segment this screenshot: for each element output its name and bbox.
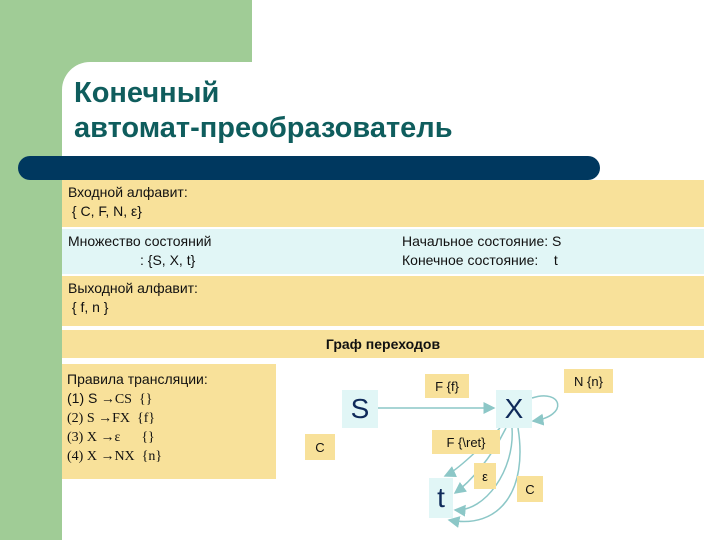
rule-item [67, 428, 271, 447]
output-alphabet-label: Выходной алфавит: [68, 280, 198, 296]
rule-item [67, 389, 271, 409]
rule-rhs: →CS {} [97, 392, 153, 407]
rule-item [67, 409, 271, 428]
states-value: : {S, X, t} [140, 252, 196, 268]
label-f-ret: F {\ret} [432, 430, 500, 454]
rule-lhs: (4) X [67, 449, 97, 464]
output-alphabet-value: { f, n } [68, 299, 109, 315]
label-epsilon: ε [474, 463, 496, 489]
input-alphabet-label: Входной алфавит: [68, 184, 188, 200]
label-c-left: C [305, 434, 335, 460]
slide-title [74, 76, 453, 146]
states-label: Множество состояний [68, 233, 212, 249]
title-line-2: автомат-преобразователь [74, 112, 453, 144]
label-f-f: F {f} [425, 374, 469, 398]
state-x-node: X [496, 390, 532, 428]
rule-lhs: (1) S [67, 390, 98, 406]
rule-item [67, 447, 271, 466]
label-n-n: N {n} [564, 369, 613, 393]
rule-rhs: →FX {f} [94, 411, 156, 426]
start-final-states [402, 232, 561, 270]
input-alphabet-row [62, 180, 704, 227]
rules-heading: Правила трансляции: [67, 371, 208, 387]
rule-lhs: (3) X [67, 430, 97, 445]
output-alphabet-row [62, 276, 704, 326]
label-c-right: C [517, 476, 543, 502]
translation-rules [62, 364, 276, 479]
graph-heading: Граф переходов [62, 330, 704, 358]
final-state: Конечное состояние: t [402, 252, 558, 268]
title-line-1: Конечный [74, 77, 220, 109]
states-row [62, 229, 704, 274]
state-s-node: S [342, 390, 378, 428]
rule-lhs: (2) S [67, 411, 95, 426]
input-alphabet-value: { C, F, N, ε} [68, 203, 142, 219]
rule-rhs: →NX {n} [96, 449, 163, 464]
rule-rhs: →ε {} [96, 430, 155, 445]
title-underline-bar [18, 156, 600, 180]
decorative-green-strip [0, 0, 62, 540]
state-t-node: t [429, 478, 453, 518]
start-state: Начальное состояние: S [402, 233, 562, 249]
